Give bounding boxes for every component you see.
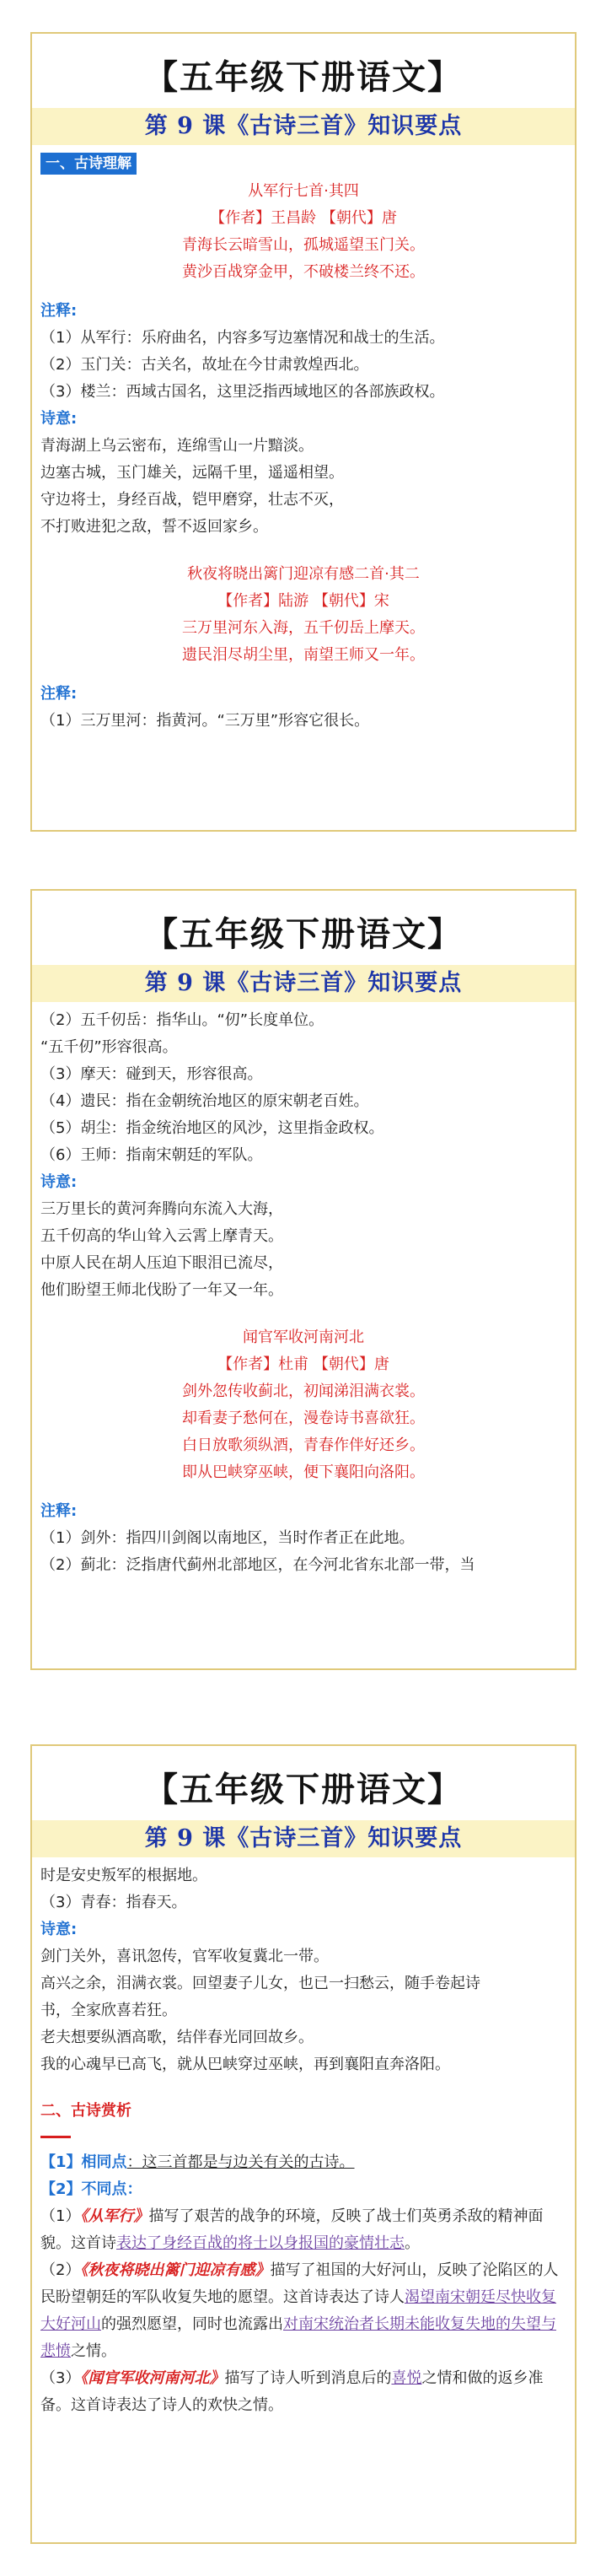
note-item: （3）摩天：碰到天，形容很高。 <box>40 1065 263 1083</box>
same-text: ：这三首都是与边关有关的古诗。 <box>126 2153 355 2171</box>
poem-author: 【作者】杜甫 【朝代】唐 <box>217 1355 389 1373</box>
meaning-label: 诗意: <box>40 1173 78 1191</box>
meaning-line: 五千仞高的华山耸入云霄上摩青天。 <box>40 1227 283 1245</box>
section-heading: 二、古诗赏析 <box>40 2099 566 2149</box>
note-item: （3）青春：指春天。 <box>40 1894 187 1911</box>
page-header <box>32 1746 575 1857</box>
note-item: （1）剑外：指四川剑阁以南地区，当时作者正在此地。 <box>40 1529 415 1547</box>
same-point <box>40 2149 566 2176</box>
meaning-line: 三万里长的黄河奔腾向东流入大海， <box>40 1200 283 1218</box>
same-label: 【1】相同点 <box>40 2153 127 2171</box>
meaning-line: 他们盼望王师北伐盼了一年又一年。 <box>40 1281 283 1299</box>
meaning-line: 老夫想要纵酒高歌，结伴春光同回故乡。 <box>40 2029 314 2046</box>
main-title: 【五年级下册语文】 <box>144 1770 463 1809</box>
note-item: （3）楼兰：西域古国名，这里泛指西域地区的各部族政权。 <box>40 383 445 401</box>
note-item: “五千仞”形容很高。 <box>40 1038 178 1056</box>
notes-label: 注释: <box>40 1502 78 1520</box>
page-1-content <box>32 145 575 735</box>
diff-label: 【2】不同点 <box>40 2180 127 2198</box>
poem-ref: 《秋夜将晓出篱门迎凉有感》 <box>80 2261 271 2279</box>
lesson-subtitle: 第 9 课《古诗三首》知识要点 <box>32 1820 575 1857</box>
page-1 <box>30 32 577 832</box>
poem-verse: 却看妻子愁何在，漫卷诗书喜欲狂。 <box>182 1409 425 1427</box>
main-title: 【五年级下册语文】 <box>144 914 463 954</box>
poem-title: 闻官军收河南河北 <box>243 1328 364 1346</box>
meaning-line: 不打败进犯之敌，誓不返回家乡。 <box>40 518 268 536</box>
note-item: （2）蓟北：泛指唐代蓟州北部地区，在今河北省东北部一带，当 <box>40 1556 475 1574</box>
highlight-phrase: 表达了身经百战的将士以身报国的豪情壮志 <box>116 2234 405 2252</box>
page-3-content <box>32 1857 575 2419</box>
page-header <box>32 891 575 1002</box>
highlight-phrase: 渴望南宋朝廷尽快收复大好河山 <box>40 2288 556 2333</box>
poem-title: 秋夜将晓出篱门迎凉有感二首·其二 <box>187 565 420 583</box>
page-3 <box>30 1744 577 2544</box>
poem-verse: 即从巴峡穿巫峡，便下襄阳向洛阳。 <box>182 1463 425 1481</box>
notes-label: 注释: <box>40 302 78 320</box>
lesson-subtitle: 第 9 课《古诗三首》知识要点 <box>32 965 575 1002</box>
meaning-line: 我的心魂早已高飞，就从巴峡穿过巫峡，再到襄阳直奔洛阳。 <box>40 2056 450 2073</box>
poem-author: 【作者】王昌龄 【朝代】唐 <box>210 209 397 227</box>
meaning-line: 青海湖上乌云密布，连绵雪山一片黯淡。 <box>40 437 314 455</box>
poem-author: 【作者】陆游 【朝代】宋 <box>217 592 389 610</box>
heading-underline <box>40 2136 71 2138</box>
note-item: 时是安史叛军的根据地。 <box>40 1867 207 1884</box>
page-header <box>32 34 575 145</box>
analysis-item: （3）《闻官军收河南河北》描写了诗人听到消息后的喜悦之情和做的返乡准备。这首诗表达了诗人的欢快之情。 <box>40 2369 544 2414</box>
page-2-content <box>32 1002 575 1579</box>
poem-verse: 青海长云暗雪山，孤城遥望玉门关。 <box>182 236 425 254</box>
meaning-line: 中原人民在胡人压迫下眼泪已流尽， <box>40 1254 283 1272</box>
note-item: （4）遗民：指在金朝统治地区的原宋朝老百姓。 <box>40 1092 369 1110</box>
analysis-item: （2）《秋夜将晓出篱门迎凉有感》描写了祖国的大好河山，反映了沦陷区的人民盼望朝廷的军队收复失地的愿望。这首诗表达了诗人渴望南宋朝廷尽快收复大好河山的强烈愿望，同时也流露出对南宋统治者长期未能收复失地的失望与悲愤之情。 <box>40 2261 559 2360</box>
page-2 <box>30 889 577 1670</box>
note-item: （2）五千仞岳：指华山。“仞”长度单位。 <box>40 1011 324 1029</box>
poem-ref: 《从军行》 <box>80 2207 149 2225</box>
note-item: （5）胡尘：指金统治地区的风沙，这里指金政权。 <box>40 1119 384 1137</box>
section-heading: 一、古诗理解 <box>40 153 137 175</box>
meaning-label: 诗意: <box>40 410 78 428</box>
meaning-line: 书，全家欣喜若狂。 <box>40 2002 177 2019</box>
highlight-phrase: 对南宋统治者长期未能收复失地的失望与悲愤 <box>40 2315 556 2360</box>
meaning-line: 边塞古城，玉门雄关，远隔千里，遥遥相望。 <box>40 464 344 482</box>
meaning-line: 高兴之余，泪满衣裳。回望妻子儿女，也已一扫愁云，随手卷起诗 <box>40 1975 480 1992</box>
highlight-phrase: 喜悦 <box>391 2369 422 2387</box>
meaning-line: 剑门关外，喜讯忽传，官军收复冀北一带。 <box>40 1948 329 1965</box>
meaning-label: 诗意: <box>40 1921 78 1938</box>
note-item: （2）玉门关：古关名，故址在今甘肃敦煌西北。 <box>40 356 369 374</box>
poem-verse: 白日放歌须纵酒，青春作伴好还乡。 <box>182 1436 425 1454</box>
poem-ref: 《闻官军收河南河北》 <box>80 2369 225 2387</box>
diff-point: 【2】不同点： <box>40 2180 142 2198</box>
main-title: 【五年级下册语文】 <box>144 57 463 97</box>
notes-label: 注释: <box>40 685 78 703</box>
poem-verse: 三万里河东入海，五千仞岳上摩天。 <box>182 619 425 637</box>
note-item: （1）从军行：乐府曲名，内容多写边塞情况和战士的生活。 <box>40 329 445 347</box>
lesson-subtitle: 第 9 课《古诗三首》知识要点 <box>32 108 575 145</box>
poem-verse: 黄沙百战穿金甲，不破楼兰终不还。 <box>182 263 425 281</box>
note-item: （6）王师：指南宋朝廷的军队。 <box>40 1146 263 1164</box>
poem-title: 从军行七首·其四 <box>248 182 359 200</box>
poem-verse: 遗民泪尽胡尘里，南望王师又一年。 <box>182 646 425 664</box>
poem-verse: 剑外忽传收蓟北，初闻涕泪满衣裳。 <box>182 1382 425 1400</box>
meaning-line: 守边将士，身经百战，铠甲磨穿，壮志不灭， <box>40 491 344 509</box>
analysis-item: （1）《从军行》描写了艰苦的战争的环境，反映了战士们英勇杀敌的精神面貌。这首诗表达了身经百战的将士以身报国的豪情壮志。 <box>40 2207 544 2252</box>
note-item: （1）三万里河：指黄河。“三万里”形容它很长。 <box>40 712 370 730</box>
